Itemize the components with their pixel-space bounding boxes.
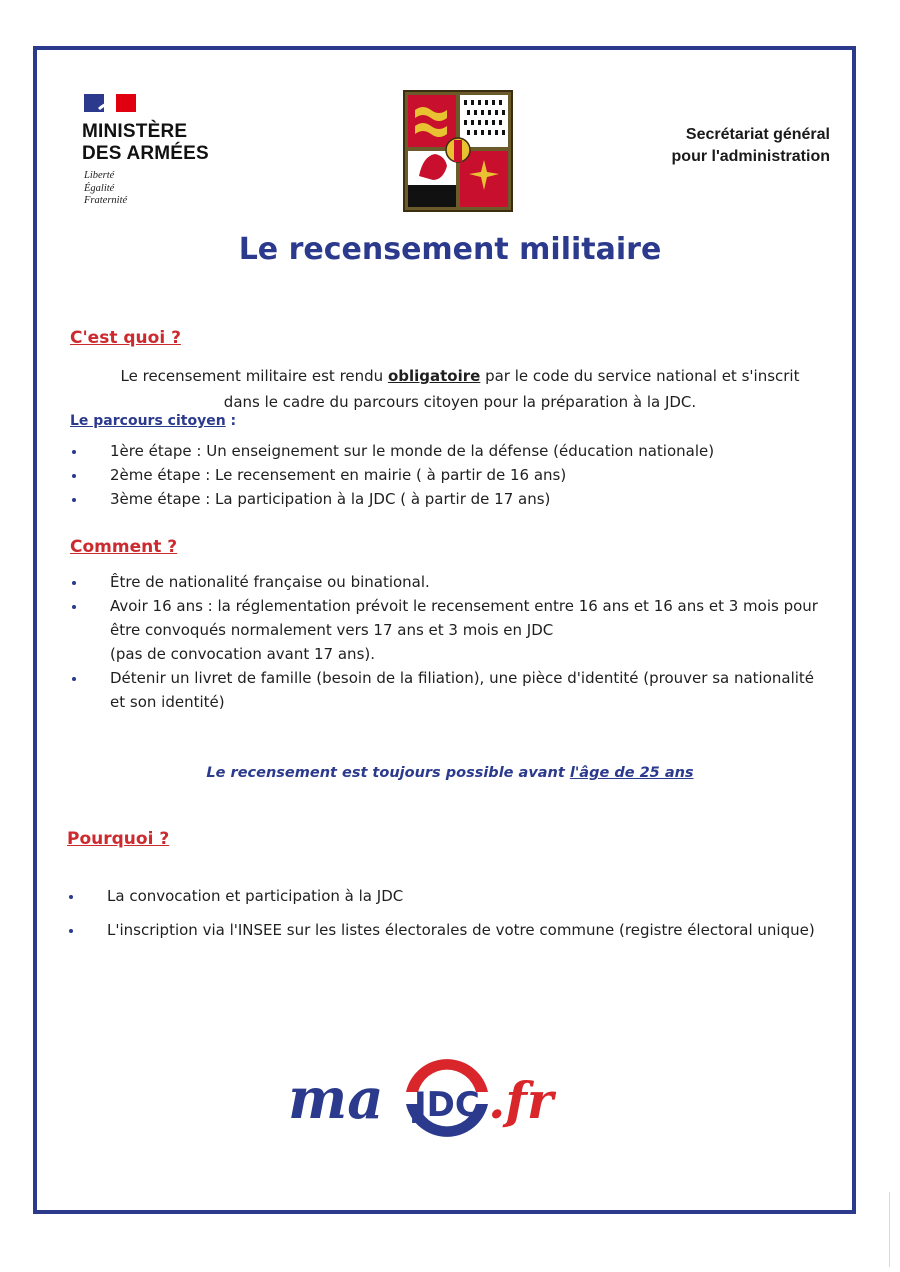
motto-egalite: Égalité: [84, 182, 115, 194]
secretariat-line-2: pour l'administration: [671, 148, 830, 165]
secretariat-name: [672, 124, 830, 168]
intro-paragraph: [70, 363, 850, 415]
list-item: 3ème étape : La participation à la JDC ( à partir de 17 ans): [70, 487, 840, 511]
note-text: Le recensement est toujours possible avant: [206, 765, 570, 781]
list-item: [70, 594, 820, 666]
parcours-label: Le parcours citoyen: [70, 413, 226, 429]
note-age: l'âge de 25 ans: [569, 765, 694, 781]
republic-motto: [84, 170, 127, 208]
list-item: 1ère étape : Un enseignement sur le monde de la défense (éducation nationale): [70, 439, 840, 463]
ma-jdc-logo: [288, 1046, 608, 1146]
steps-list: [70, 439, 840, 511]
requirements-list: [70, 570, 820, 714]
coat-of-arms-crest: [403, 90, 513, 212]
reasons-list: [67, 884, 827, 942]
list-item: Être de nationalité française ou binational.: [70, 570, 820, 594]
subheading-parcours-citoyen: [70, 413, 236, 429]
list-item-extra: (pas de convocation avant 17 ans).: [110, 645, 375, 663]
intro-obligatoire: obligatoire: [387, 367, 481, 385]
heading-pourquoi: Pourquoi ?: [67, 829, 170, 849]
parcours-colon: :: [225, 413, 237, 429]
page-title: Le recensement militaire: [238, 232, 662, 267]
intro-text-1: Le recensement militaire est rendu: [120, 367, 388, 385]
intro-line-1: [70, 363, 850, 389]
intro-text-2: par le code du service national et s'inscrit: [480, 367, 800, 385]
ministry-line-1: MINISTÈRE: [82, 121, 188, 142]
list-item: 2ème étape : Le recensement en mairie ( à partir de 16 ans): [70, 463, 840, 487]
ministry-name: [82, 121, 209, 165]
logo-jdc: JDC: [414, 1085, 480, 1125]
republic-flag-icon: [84, 94, 136, 112]
intro-line-2: dans le cadre du parcours citoyen pour la préparation à la JDC.: [223, 393, 697, 411]
secretariat-line-1: Secrétariat général: [685, 126, 830, 143]
logo-ma: ma: [288, 1066, 384, 1132]
motto-fraternite: Fraternité: [84, 195, 128, 206]
age-note: [0, 765, 900, 781]
heading-comment: Comment ?: [70, 537, 178, 557]
list-item-text: Avoir 16 ans : la réglementation prévoit le recensement entre 16 ans et 16 ans et 3 mois pour être convoqués normalement vers 17 ans et 3 mois en JDC: [110, 597, 818, 639]
scan-edge-line: [889, 1192, 890, 1267]
logo-fr: .fr: [488, 1071, 554, 1130]
motto-liberte: Liberté: [84, 170, 115, 181]
list-item: La convocation et participation à la JDC: [67, 884, 827, 908]
list-item: Détenir un livret de famille (besoin de la filiation), une pièce d'identité (prouver sa nationalité et son identité): [70, 666, 820, 714]
ministry-line-2: DES ARMÉES: [82, 143, 209, 164]
list-item: L'inscription via l'INSEE sur les listes électorales de votre commune (registre électoral unique): [67, 918, 827, 942]
heading-cest-quoi: C'est quoi ?: [70, 328, 181, 348]
